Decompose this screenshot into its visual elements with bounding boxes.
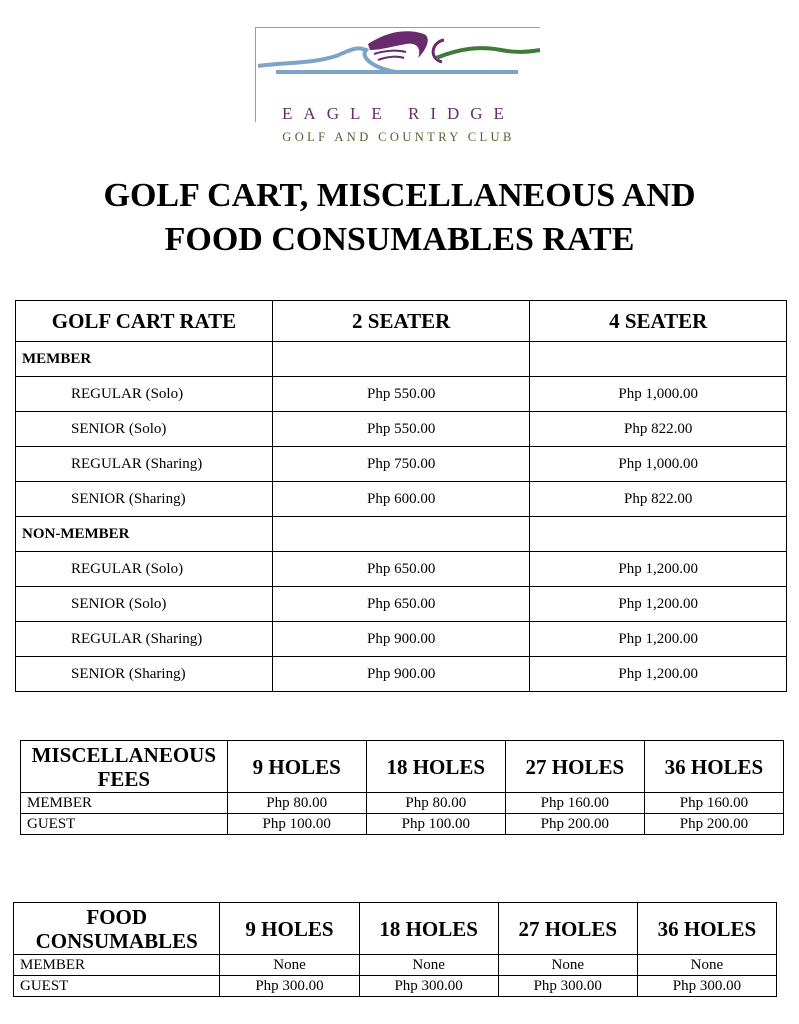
food-consumables-table [13,902,777,997]
page-title-line-1: GOLF CART, MISCELLANEOUS AND [103,177,696,214]
club-logo [255,27,540,144]
fee-27-holes: Php 300.00 [498,976,637,997]
rate-4-seater: Php 1,200.00 [530,587,787,622]
row-label: SENIOR (Sharing) [16,482,273,517]
row-label: REGULAR (Solo) [16,377,273,412]
logo-subtitle: GOLF AND COUNTRY CLUB [282,130,515,144]
header-golf-cart-rate: GOLF CART RATE [16,301,273,342]
rate-2-seater: Php 550.00 [272,412,530,447]
header-18-holes: 18 HOLES [366,741,505,793]
rate-2-seater: Php 650.00 [272,587,530,622]
rate-2-seater: Php 650.00 [272,552,530,587]
golf-cart-rate-table [15,300,787,692]
header-36-holes: 36 HOLES [637,903,776,955]
row-label: SENIOR (Solo) [16,412,273,447]
row-label: MEMBER [21,793,228,814]
fee-18-holes: Php 300.00 [359,976,498,997]
header-36-holes: 36 HOLES [644,741,783,793]
fee-18-holes: None [359,955,498,976]
rate-4-seater: Php 1,200.00 [530,657,787,692]
row-label: REGULAR (Sharing) [16,447,273,482]
table-row [21,793,784,814]
fee-27-holes: None [498,955,637,976]
fee-36-holes: Php 200.00 [644,814,783,835]
fee-27-holes: Php 160.00 [505,793,644,814]
fee-27-holes: Php 200.00 [505,814,644,835]
table-row [16,552,787,587]
table-row [14,955,777,976]
table-header-row [16,301,787,342]
row-label: MEMBER [14,955,220,976]
logo-name: EAGLE RIDGE [282,104,515,123]
fee-9-holes: Php 300.00 [220,976,359,997]
table-row [16,377,787,412]
page-title-line-2: FOOD CONSUMABLES RATE [164,221,635,258]
section-row-non-member [16,517,787,552]
table-row [16,657,787,692]
rate-2-seater: Php 750.00 [272,447,530,482]
header-9-holes: 9 HOLES [227,741,366,793]
section-label-member: MEMBER [16,342,273,377]
row-label: REGULAR (Solo) [16,552,273,587]
table-header-row [21,741,784,793]
rate-2-seater: Php 900.00 [272,622,530,657]
fee-18-holes: Php 80.00 [366,793,505,814]
table-row [16,622,787,657]
empty-cell [530,342,787,377]
rate-2-seater: Php 900.00 [272,657,530,692]
empty-cell [530,517,787,552]
empty-cell [272,517,530,552]
row-label: SENIOR (Sharing) [16,657,273,692]
header-food-consumables: FOOD CONSUMABLES [14,903,220,955]
fee-9-holes: None [220,955,359,976]
fee-18-holes: Php 100.00 [366,814,505,835]
fee-36-holes: Php 160.00 [644,793,783,814]
fee-36-holes: Php 300.00 [637,976,776,997]
table-row [16,587,787,622]
row-label: SENIOR (Solo) [16,587,273,622]
table-row [16,482,787,517]
table-row [16,412,787,447]
section-label-non-member: NON-MEMBER [16,517,273,552]
rate-4-seater: Php 1,000.00 [530,377,787,412]
rate-4-seater: Php 822.00 [530,412,787,447]
header-27-holes: 27 HOLES [505,741,644,793]
rate-2-seater: Php 550.00 [272,377,530,412]
header-18-holes: 18 HOLES [359,903,498,955]
rate-4-seater: Php 1,000.00 [530,447,787,482]
fee-9-holes: Php 100.00 [227,814,366,835]
rate-4-seater: Php 822.00 [530,482,787,517]
header-2-seater: 2 SEATER [272,301,530,342]
table-row [21,814,784,835]
miscellaneous-fees-table [20,740,784,835]
empty-cell [272,342,530,377]
page-title [0,174,799,262]
fee-9-holes: Php 80.00 [227,793,366,814]
header-miscellaneous-fees: MISCELLANEOUS FEES [21,741,228,793]
table-row [14,976,777,997]
section-row-member [16,342,787,377]
row-label: GUEST [21,814,228,835]
fee-36-holes: None [637,955,776,976]
rate-4-seater: Php 1,200.00 [530,622,787,657]
header-9-holes: 9 HOLES [220,903,359,955]
header-4-seater: 4 SEATER [530,301,787,342]
table-row [16,447,787,482]
table-header-row [14,903,777,955]
eagle-logo-graphic [256,28,541,104]
row-label: REGULAR (Sharing) [16,622,273,657]
rate-2-seater: Php 600.00 [272,482,530,517]
header-27-holes: 27 HOLES [498,903,637,955]
rate-4-seater: Php 1,200.00 [530,552,787,587]
row-label: GUEST [14,976,220,997]
